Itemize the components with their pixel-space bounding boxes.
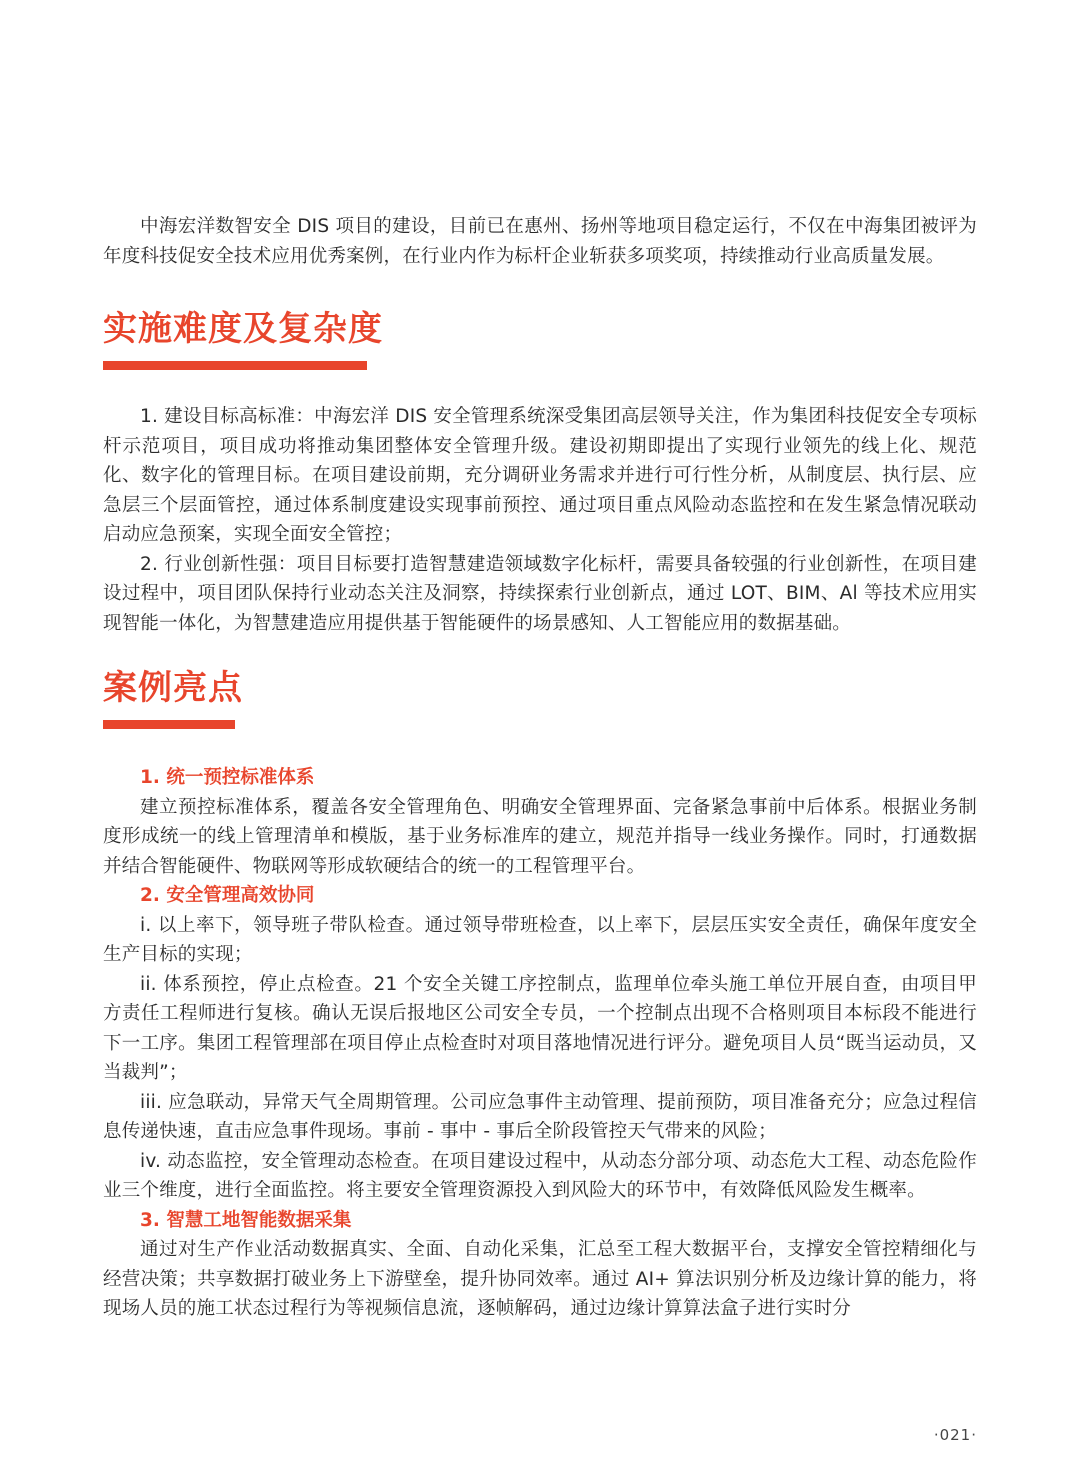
intro-paragraph: 中海宏洋数智安全 DIS 项目的建设，目前已在惠州、扬州等地项目稳定运行，不仅在中海集团被评为年度科技促安全技术应用优秀案例，在行业内作为标杆企业斩获多项奖项，持续推动行业高质量发展。 [103, 216, 977, 267]
highlight-paragraph-3: 通过对生产作业活动数据真实、全面、自动化采集，汇总至工程大数据平台，支撑安全管控精细化与经营决策；共享数据打破业务上下游壁垒，提升协同效率。通过 AI+ 算法识别分析及边缘计算的能力，将现场人员的施工状态过程行为等视频信息流，逐帧解码，通过边缘计算算法盒子进行实时分 [103, 1239, 977, 1319]
highlight-paragraph-1: 建立预控标准体系，覆盖各安全管理角色、明确安全管理界面、完备紧急事前中后体系。根据业务制度形成统一的线上管理清单和模版，基于业务标准库的建立，规范并指导一线业务操作。同时，打通数据并结合智能硬件、物联网等形成软硬结合的统一的工程管理平台。 [103, 796, 977, 877]
highlight-item-iii: iii. 应急联动，异常天气全周期管理。公司应急事件主动管理、提前预防，项目准备充分；应急过程信息传递快速，直击应急事件现场。事前 - 事中 - 事后全阶段管控天气带来的风险； [103, 1091, 977, 1142]
difficulty-body [103, 402, 977, 638]
highlight-heading-1: 1. 统一预控标准体系 [140, 767, 315, 788]
highlight-heading-2: 2. 安全管理高效协同 [140, 885, 315, 906]
highlight-item-iv: iv. 动态监控，安全管理动态检查。在项目建设过程中，从动态分部分项、动态危大工程、动态危险作业三个维度，进行全面监控。将主要安全管理资源投入到风险大的环节中，有效降低风险发生概率。 [103, 1150, 977, 1201]
title-underline-bar [103, 361, 367, 370]
page-number: ·021· [933, 1426, 977, 1444]
title-underline-bar [103, 720, 235, 729]
section-difficulty [103, 309, 977, 638]
difficulty-paragraph-2: 2. 行业创新性强：项目目标要打造智慧建造领域数字化标杆，需要具备较强的行业创新性，在项目建设过程中，项目团队保持行业动态关注及洞察，持续探索行业创新点，通过 LOT、BIM、Al 等技术应用实现智能一体化，为智慧建造应用提供基于智能硬件的场景感知、人工智能应用的数据基础。 [103, 553, 977, 634]
section-highlights [103, 668, 977, 1324]
difficulty-paragraph-1: 1. 建设目标高标准：中海宏洋 DIS 安全管理系统深受集团高层领导关注，作为集团科技促安全专项标杆示范项目，项目成功将推动集团整体安全管理升级。建设初期即提出了实现行业领先的线上化、规范化、数字化的管理目标。在项目建设前期，充分调研业务需求并进行可行性分析，从制度层、执行层、应急层三个层面管控，通过体系制度建设实现事前预控、通过项目重点风险动态监控和在发生紧急情况联动启动应急预案，实现全面安全管控； [103, 406, 977, 545]
page-content [103, 212, 977, 1324]
section-title-highlights: 案例亮点 [103, 668, 243, 708]
highlights-body [103, 763, 977, 1324]
highlight-item-i: i. 以上率下，领导班子带队检查。通过领导带班检查，以上率下，层层压实安全责任，确保年度安全生产目标的实现； [103, 914, 977, 965]
highlight-heading-3: 3. 智慧工地智能数据采集 [140, 1209, 352, 1231]
highlight-item-ii: ii. 体系预控，停止点检查。21 个安全关键工序控制点，监理单位牵头施工单位开展自查，由项目甲方责任工程师进行复核。确认无误后报地区公司安全专员，一个控制点出现不合格则项目本标段不能进行下一工序。集团工程管理部在项目停止点检查时对项目落地情况进行评分。避免项目人员“既当运动员，又当裁判”； [103, 973, 977, 1083]
section-title-difficulty: 实施难度及复杂度 [103, 309, 383, 349]
